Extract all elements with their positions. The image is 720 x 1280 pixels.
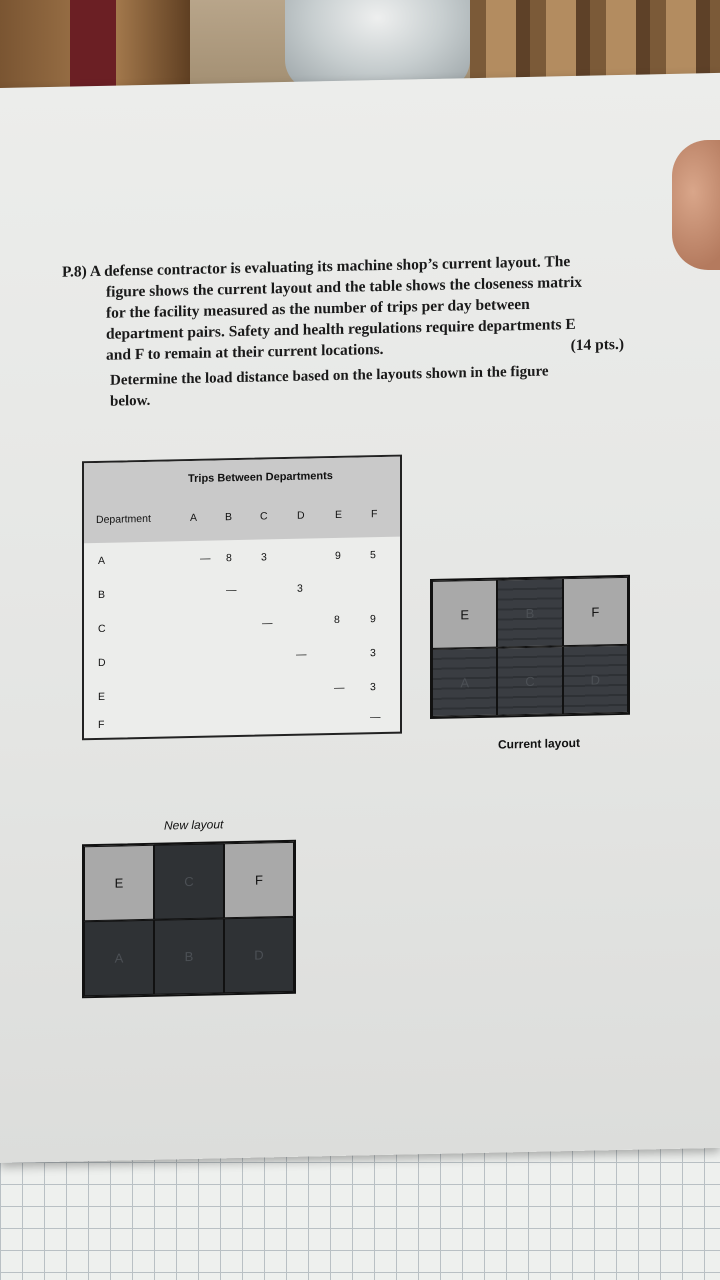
department-block: E [432,580,497,649]
table-cell: — [200,552,211,565]
grid-paper-sheet [0,1140,720,1280]
row-label: E [98,690,106,703]
table-cell: 5 [370,549,376,562]
new-layout-diagram [82,840,296,998]
department-block: D [563,645,628,714]
trips-table [82,455,402,741]
problem-statement [62,250,632,367]
department-block: B [497,578,562,647]
problem-line: figure shows the current layout and the table shows the closeness matrix [106,273,583,301]
problem-line: P.8) A defense contractor is evaluating its machine shop’s current layout. The [62,253,571,281]
instruction-line: below. [110,392,151,410]
table-cell: — [296,648,307,661]
water-bottle [285,0,470,90]
column-header: F [371,508,378,521]
table-cell: 9 [335,549,341,562]
row-label: D [98,656,106,669]
table-title: Trips Between Departments [188,470,333,486]
row-label: F [98,718,105,731]
table-cell: 3 [370,681,376,694]
table-cell: — [370,711,381,724]
column-header: C [260,510,268,523]
table-cell: 3 [261,551,267,564]
problem-line: department pairs. Safety and health regulations require departments E [106,315,576,343]
problem-line-text: and F to remain at their current locations. [106,340,384,364]
department-block: C [497,646,562,715]
column-header: E [335,508,343,521]
row-label: B [98,588,106,601]
department-block: C [154,843,224,919]
current-layout-caption: Current layout [498,735,581,752]
table-cell: 8 [226,552,232,565]
row-label: A [98,554,106,567]
new-layout-caption: New layout [164,817,224,833]
hand [672,140,720,270]
instruction-line: Determine the load distance based on the layouts shown in the figure [110,363,549,389]
department-block: E [84,845,154,921]
table-cell: — [262,617,273,630]
instruction [110,360,610,412]
department-block: A [432,648,497,717]
points-label: (14 pts.) [570,335,624,355]
table-cell: 8 [334,613,340,627]
column-header: D [297,509,305,522]
department-header: Department [96,512,151,526]
column-header: A [190,511,198,525]
exam-paper [0,73,720,1163]
department-block: D [224,917,294,993]
row-label: C [98,622,106,635]
current-layout-diagram [430,575,630,719]
table-cell: — [334,681,345,695]
table-cell: 3 [297,582,303,595]
table-cell: — [226,584,237,597]
department-block: B [154,918,224,994]
table-header [84,457,400,544]
department-block: F [563,577,628,646]
department-block: A [84,920,154,996]
problem-line: for the facility measured as the number of trips per day between [106,295,530,322]
table-cell: 3 [370,647,376,660]
department-block: F [224,842,294,918]
table-cell: 9 [370,613,376,626]
column-header: B [225,511,233,524]
